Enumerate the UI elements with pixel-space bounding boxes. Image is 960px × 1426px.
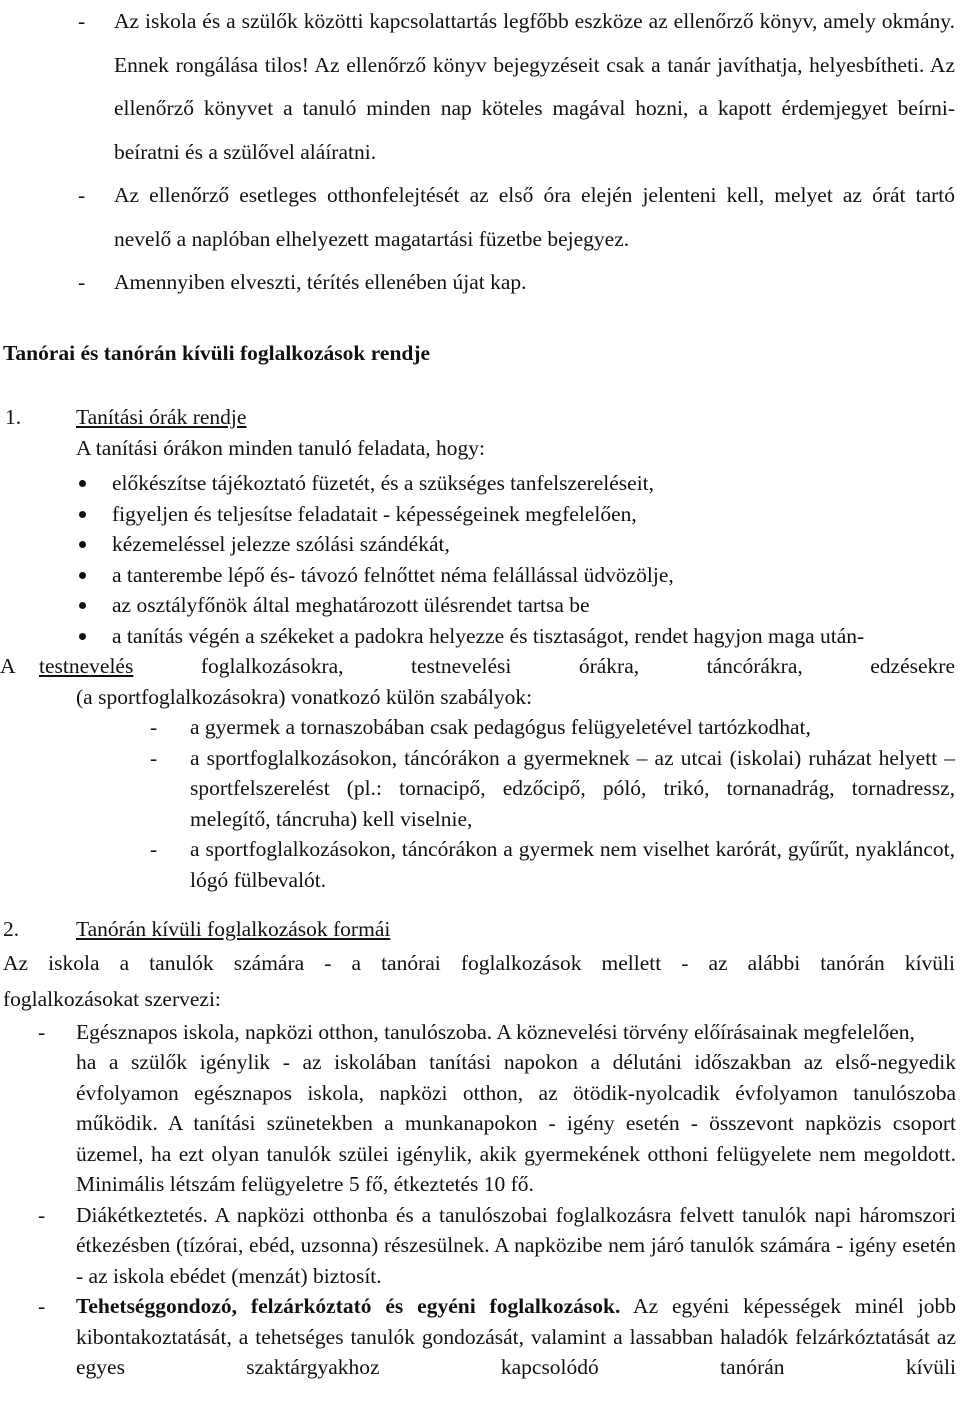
bullet-dot-icon xyxy=(79,541,86,548)
section-number: 1. xyxy=(5,405,22,429)
section-intro-line2: foglalkozásokat szervezi: xyxy=(3,986,221,1011)
section-title: Tanórán kívüli foglalkozások formái xyxy=(76,917,391,941)
ellenorzo-rules-list xyxy=(0,0,955,305)
bullet-dot-icon xyxy=(79,511,86,518)
list-item: - a sportfoglalkozásokon, táncórákon a gyermek nem viselhet karórát, gyűrűt, nyakláncot, lógó fülbevalót. xyxy=(150,837,955,892)
bold-lead: Tehetséggondozó, felzárkóztató és egyéni foglalkozások. xyxy=(76,1294,621,1318)
list-item: - a sportfoglalkozásokon, táncórákon a gyermeknek – az utcai (iskolai) ruházat helyett – sportfelszerelést (pl.: tornacipő, edzőcipő, póló, trikó, tornanadrág, tornadressz, melegítő, táncruha) kell viselnie, xyxy=(150,745,955,831)
list-item-text: Amennyiben elveszti, térítés ellenében újat kap. xyxy=(114,270,527,294)
list-item-text: Az ellenőrző esetleges otthonfelejtését az első óra elején jelenteni kell, melyet az órát tartó nevelő a naplóban elhelyezett magatartási füzetbe bejegyez. xyxy=(114,183,955,251)
section-heading: Tanórai és tanórán kívüli foglalkozások rendje xyxy=(3,341,431,365)
section-tanitasi-orak xyxy=(0,402,960,895)
pe-underlined-word: testnevelés xyxy=(39,654,134,678)
list-item xyxy=(0,174,955,261)
section-number: 2. xyxy=(3,917,20,941)
bullet-item: kézemeléssel jelezze szólási szándékát, xyxy=(112,529,955,560)
list-item: - Tehetséggondozó, felzárkóztató és egyéni foglalkozások. Az egyéni képességek minél jobb kibontakoztatását, a tehetséges tanulók gondozását, valamint a lassabban haladók felzárkóztatását az egyes szaktárgyakhoz kapcsolódó tanórán kívüli xyxy=(38,1294,956,1379)
list-item: - a gyermek a tornaszobában csak pedagógus felügyeletével tartózkodhat, xyxy=(150,715,811,739)
section-title-row xyxy=(0,402,960,433)
section-intro: A tanítási órákon minden tanuló feladata, hogy: xyxy=(76,435,485,460)
bullet-dot-icon xyxy=(79,602,86,609)
section-title: Tanítási órák rendje xyxy=(76,405,247,429)
list-dash: - xyxy=(78,183,86,207)
section-title-row xyxy=(0,914,960,945)
bullet-dot-icon xyxy=(79,633,86,640)
extracurricular-list xyxy=(0,1017,956,1383)
list-item xyxy=(0,0,955,174)
student-duties-list xyxy=(0,468,955,651)
list-item-text: Az iskola és a szülők közötti kapcsolattartás legfőbb eszköze az ellenőrző könyv, amely okmány. Ennek rongálása tilos! Az ellenőrző könyv bejegyzéseit csak a tanár javíthatja, helyesbítheti. Az ellenőrző könyvet a tanuló minden nap köteles magával hozni, a kapott érdemjegyet beírni-beíratni és a szülővel aláíratni. xyxy=(114,9,955,164)
bullet-item: figyeljen és teljesítse feladatait - képességeinek megfelelően, xyxy=(112,499,955,530)
bullet-item: az osztályfőnök által meghatározott ülésrendet tartsa be xyxy=(112,590,955,621)
pe-rules-list xyxy=(0,712,955,895)
bullet-item: a tanterembe lépő és- távozó felnőttet néma felállással üdvözölje, xyxy=(112,560,955,591)
list-dash: - xyxy=(78,9,86,33)
pe-rules-intro-cont: (a sportfoglalkozásokra) vonatkozó külön szabályok: xyxy=(76,684,533,709)
bullet-item: előkészítse tájékoztató füzetét, és a szükséges tanfelszereléseit, xyxy=(112,468,955,499)
section-intro-line1: Az iskola a tanulók számára - a tanórai foglalkozások mellett - az alábbi tanórán kívüli xyxy=(3,950,955,975)
list-item: - Diákétkeztetés. A napközi otthonba és a tanulószobai foglalkozásra felvett tanulók napi háromszori étkezésben (tízórai, ebéd, uzsonna) részesülnek. A napközibe nem járó tanulók számára - igény esetén - az iskola ebédet (menzát) biztosít. xyxy=(38,1202,956,1288)
section-tanoran-kivuli xyxy=(0,914,960,1383)
list-dash: - xyxy=(78,270,86,294)
bullet-dot-icon xyxy=(79,480,86,487)
pe-rules-intro: A testnevelés foglalkozásokra, testnevelési órákra, táncórákra, edzésekre xyxy=(0,654,955,678)
bullet-dot-icon xyxy=(79,572,86,579)
bullet-item: a tanítás végén a székeket a padokra helyezze és tisztaságot, rendet hagyjon maga után- xyxy=(112,621,955,652)
list-item: - Egésznapos iskola, napközi otthon, tanulószoba. A köznevelési törvény előírásainak megfelelően, ha a szülők igénylik - az iskolában tanítási napokon a délutáni időszakban az első-negyedik évfolyamon egésznapos iskola, napközi otthon, az ötödik-nyolcadik évfolyamon tanulószoba működik. A tanítási szünetekben a munkanapokon - igény esetén - összevont napközis csoport üzemel, ha ezt olyan tanulók szülei igénylik, akik gyermekének otthoni felügyelete nem megoldott. Minimális létszám felügyeletre 5 fő, étkeztetés 10 fő. xyxy=(38,1019,956,1196)
list-item xyxy=(0,261,955,305)
